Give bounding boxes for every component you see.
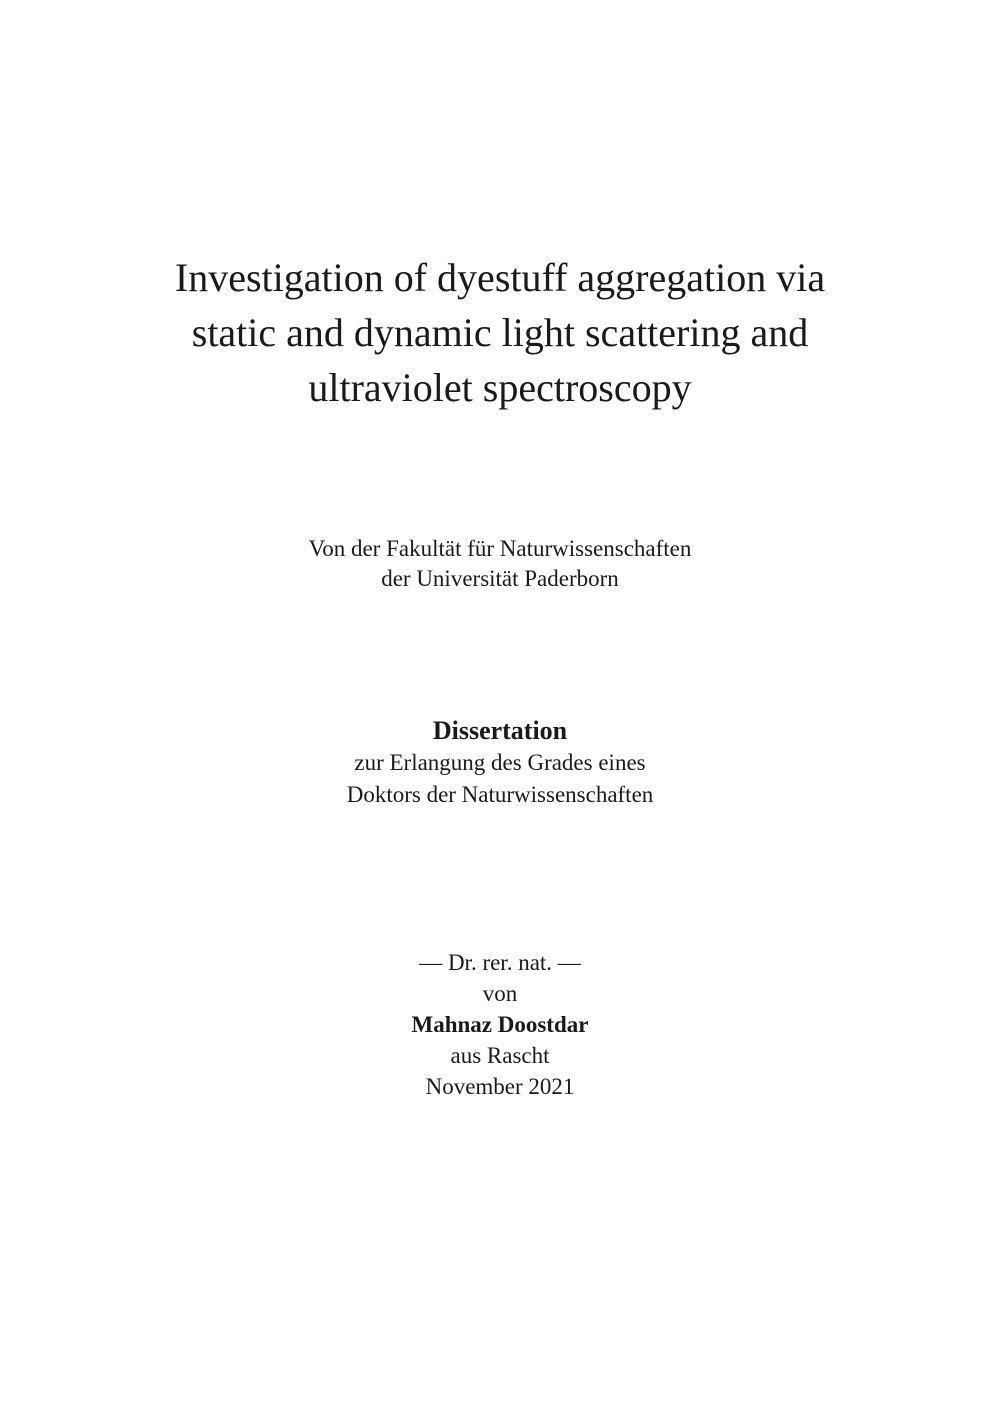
submission-date: November 2021 bbox=[425, 1074, 575, 1099]
dissertation-statement bbox=[0, 715, 1000, 811]
dissertation-heading: Dissertation bbox=[432, 716, 568, 745]
faculty-statement bbox=[0, 534, 1000, 594]
by-label: von bbox=[482, 981, 518, 1006]
thesis-title bbox=[0, 250, 1000, 415]
author-name: Mahnaz Doostdar bbox=[411, 1012, 589, 1037]
author-origin: aus Rascht bbox=[450, 1043, 550, 1068]
degree-abbreviation: — Dr. rer. nat. — bbox=[419, 950, 581, 975]
thesis-title-line: Investigation of dyestuff aggregation via bbox=[174, 255, 826, 300]
thesis-title-line: static and dynamic light scattering and bbox=[191, 310, 809, 355]
university-line: der Universität Paderborn bbox=[381, 566, 619, 591]
thesis-title-line: ultraviolet spectroscopy bbox=[308, 365, 692, 410]
degree-purpose-line: zur Erlangung des Grades eines bbox=[354, 750, 646, 775]
faculty-line: Von der Fakultät für Naturwissenschaften bbox=[308, 536, 692, 561]
degree-purpose-line: Doktors der Naturwissenschaften bbox=[346, 782, 654, 807]
author-info bbox=[0, 947, 1000, 1102]
